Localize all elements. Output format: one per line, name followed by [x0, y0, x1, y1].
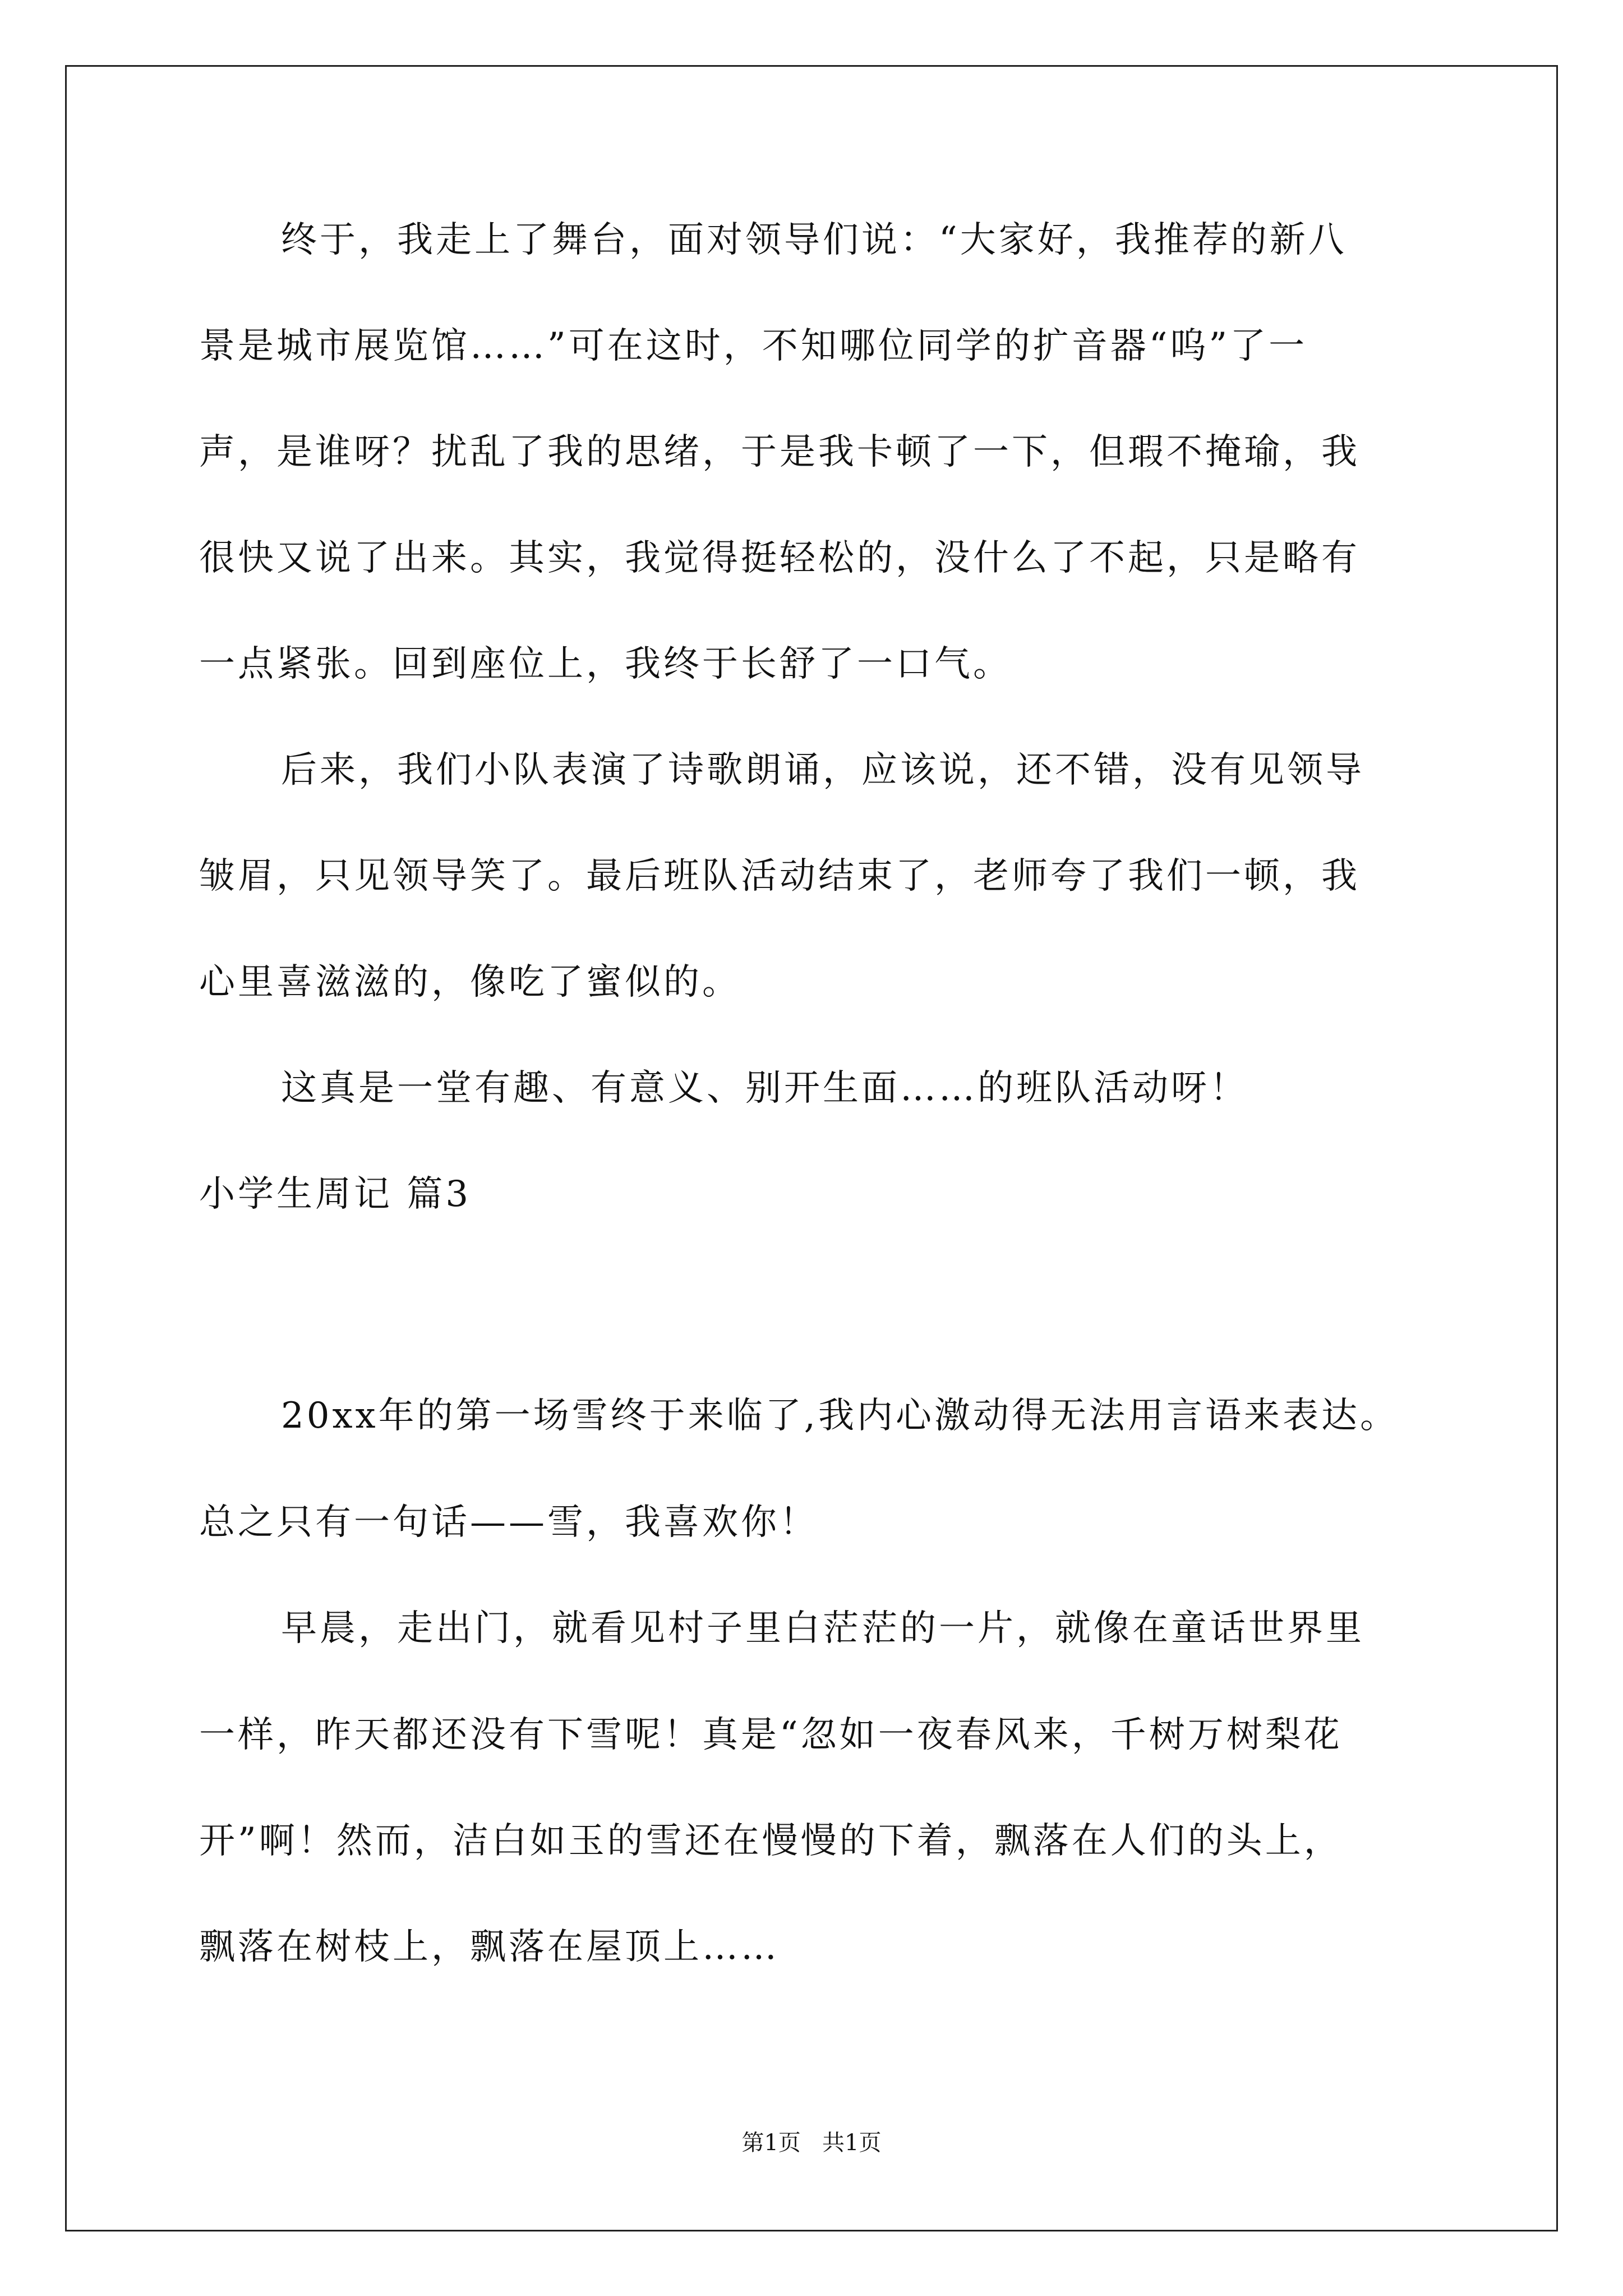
section-heading: 小学生周记 篇3 [199, 1174, 472, 1215]
text-line: 很快又说了出来。其实，我觉得挺轻松的，没什么了不起，只是略有 [199, 537, 1360, 579]
text-line: 皱眉，只见领导笑了。最后班队活动结束了，老师夸了我们一顿，我 [199, 855, 1360, 897]
text-line: 20xx年的第一场雪终于来临了,我内心激动得无法用言语来表达。 [281, 1395, 1399, 1437]
text-line: 开”啊！然而，洁白如玉的雪还在慢慢的下着，飘落在人们的头上， [199, 1820, 1343, 1862]
page-border [65, 65, 1558, 2231]
text-line: 一点紧张。回到座位上，我终于长舒了一口气。 [199, 643, 1012, 685]
text-line: 心里喜滋滋的，像吃了蜜似的。 [199, 961, 741, 1003]
text-line: 飘落在树枝上，飘落在屋顶上…… [199, 1926, 780, 1968]
text-line: 一样，昨天都还没有下雪呢！真是“忽如一夜春风来，千树万树梨花 [199, 1714, 1343, 1756]
text-line: 这真是一堂有趣、有意义、别开生面……的班队活动呀！ [281, 1068, 1248, 1109]
text-line: 声，是谁呀？扰乱了我的思绪，于是我卡顿了一下，但瑕不掩瑜，我 [199, 431, 1360, 473]
text-line: 后来，我们小队表演了诗歌朗诵，应该说，还不错，没有见领导 [281, 749, 1364, 791]
text-line: 景是城市展览馆……”可在这时，不知哪位同学的扩音器“呜”了一 [199, 325, 1308, 367]
page-number: 第1页 共1页 [741, 2130, 882, 2156]
text-line: 总之只有一句话——雪，我喜欢你！ [199, 1502, 818, 1543]
text-line: 终于，我走上了舞台，面对领导们说：“大家好，我推荐的新八 [281, 219, 1347, 261]
text-line: 早晨，走出门，就看见村子里白茫茫的一片，就像在童话世界里 [281, 1608, 1364, 1649]
